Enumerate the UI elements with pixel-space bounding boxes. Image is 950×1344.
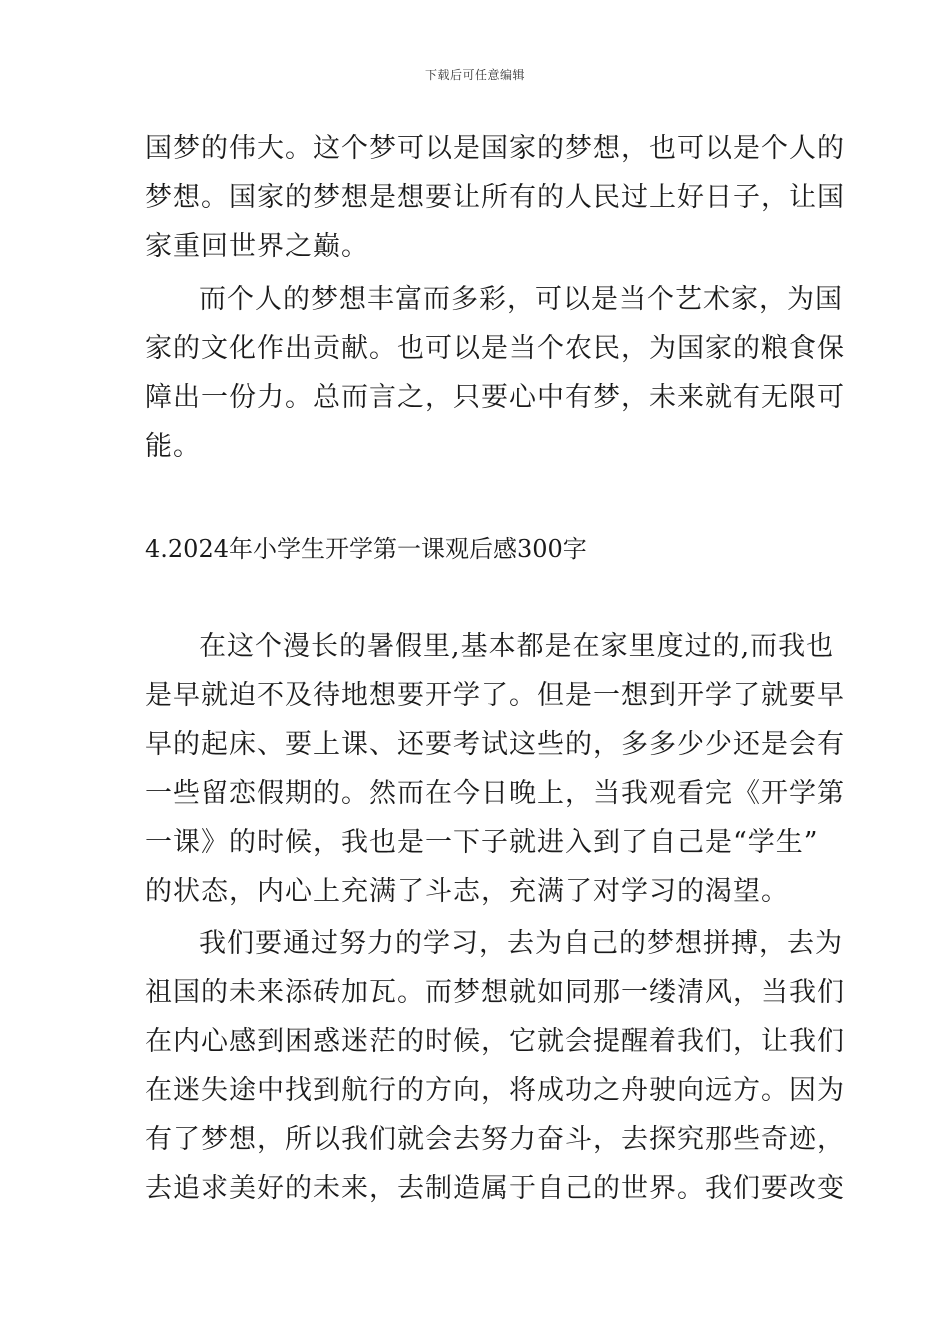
text-line: 在迷失途中找到航行的方向，将成功之舟驶向远方。因为 bbox=[145, 1075, 845, 1106]
text-line: 祖国的未来添砖加瓦。而梦想就如同那一缕清风，当我们 bbox=[145, 977, 845, 1008]
text-line: 我们要通过努力的学习，去为自己的梦想拼搏，去为 bbox=[199, 928, 843, 959]
section-heading: 4.2024年小学生开学第一课观后感300字 bbox=[145, 535, 587, 563]
text-line: 国梦的伟大。这个梦可以是国家的梦想，也可以是个人的 bbox=[145, 133, 845, 164]
text-line: 是早就迫不及待地想要开学了。但是一想到开学了就要早 bbox=[145, 680, 845, 711]
text-line: 有了梦想，所以我们就会去努力奋斗，去探究那些奇迹， bbox=[145, 1124, 845, 1155]
text-line: 能。 bbox=[145, 431, 201, 462]
text-line: 障出一份力。总而言之，只要心中有梦，未来就有无限可 bbox=[145, 382, 845, 413]
text-line: 在内心感到困惑迷茫的时候，它就会提醒着我们，让我们 bbox=[145, 1026, 845, 1057]
text-line: 梦想。国家的梦想是想要让所有的人民过上好日子，让国 bbox=[145, 182, 845, 213]
text-line: 一些留恋假期的。然而在今日晚上，当我观看完《开学第 bbox=[145, 778, 845, 809]
text-line: 家的文化作出贡献。也可以是当个农民，为国家的粮食保 bbox=[145, 333, 845, 364]
text-line: 在这个漫长的暑假里,基本都是在家里度过的,而我也 bbox=[199, 631, 835, 662]
text-line: 一课》的时候，我也是一下子就进入到了自己是“学生” bbox=[145, 827, 819, 858]
text-line: 而个人的梦想丰富而多彩，可以是当个艺术家，为国 bbox=[199, 284, 843, 315]
text-line: 早的起床、要上课、还要考试这些的，多多少少还是会有 bbox=[145, 729, 845, 760]
text-line: 的状态，内心上充满了斗志，充满了对学习的渴望。 bbox=[145, 876, 789, 907]
text-line: 家重回世界之巅。 bbox=[145, 231, 369, 262]
text-line: 去追求美好的未来，去制造属于自己的世界。我们要改变 bbox=[145, 1173, 845, 1204]
page-header: 下载后可任意编辑 bbox=[424, 68, 525, 82]
